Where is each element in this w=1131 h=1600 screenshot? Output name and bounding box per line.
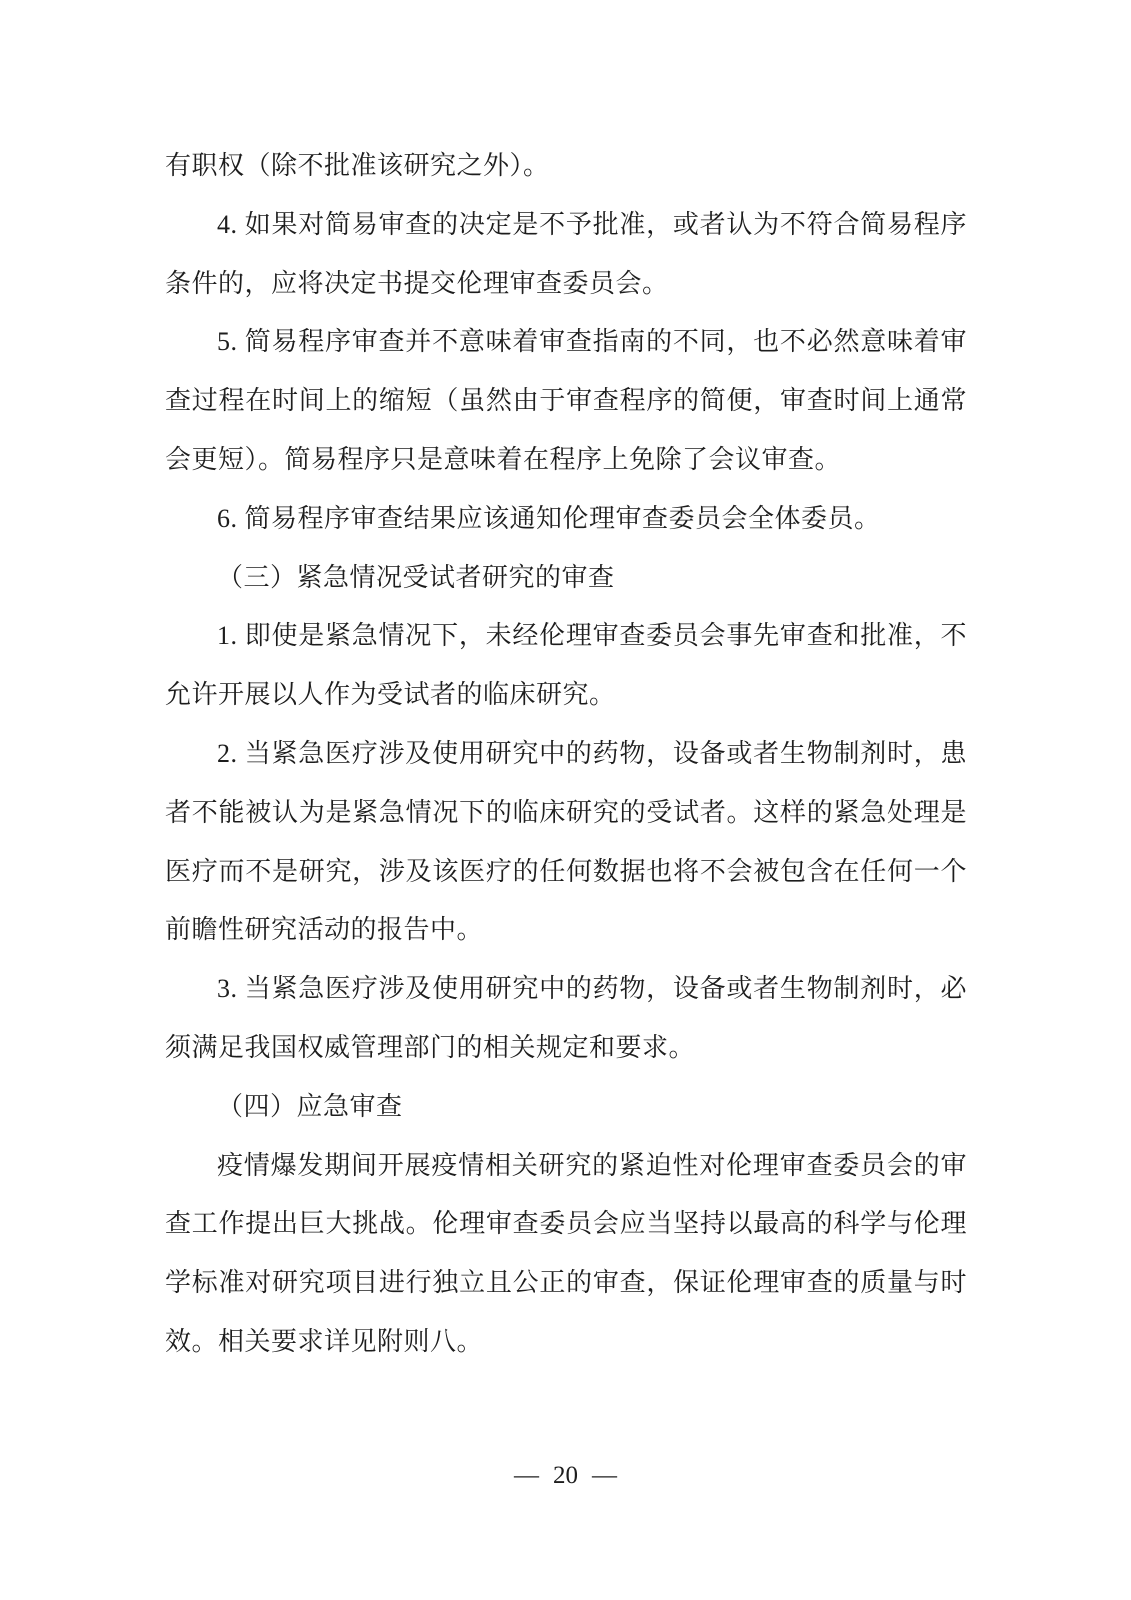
text-line: 查过程在时间上的缩短（虽然由于审查程序的简便，审查时间上通常: [165, 386, 967, 416]
text-line: 查工作提出巨大挑战。伦理审查委员会应当坚持以最高的科学与伦理: [165, 1209, 967, 1239]
text-line: 条件的，应将决定书提交伦理审查委员会。: [165, 268, 669, 298]
text-line: 4. 如果对简易审查的决定是不予批准，或者认为不符合简易程序: [217, 209, 967, 239]
text-line: （四）应急审查: [217, 1091, 403, 1121]
text-line: 1. 即使是紧急情况下，未经伦理审查委员会事先审查和批准，不: [217, 621, 967, 651]
page-number: 20: [553, 1462, 578, 1489]
footer-left-dash: —: [514, 1462, 539, 1489]
text-line: （三）紧急情况受试者研究的审查: [217, 562, 615, 592]
text-line: 须满足我国权威管理部门的相关规定和要求。: [165, 1032, 696, 1062]
text-line: 会更短）。简易程序只是意味着在程序上免除了会议审查。: [165, 444, 842, 474]
text-line: 2. 当紧急医疗涉及使用研究中的药物，设备或者生物制剂时，患: [217, 738, 967, 768]
text-line: 效。相关要求详见附则八。: [165, 1326, 484, 1356]
document-body: [165, 137, 967, 1372]
text-line: 3. 当紧急医疗涉及使用研究中的药物，设备或者生物制剂时，必: [217, 974, 967, 1004]
text-line: 疫情爆发期间开展疫情相关研究的紧迫性对伦理审查委员会的审: [217, 1150, 967, 1180]
text-line: 允许开展以人作为受试者的临床研究。: [165, 680, 616, 710]
text-line: 6. 简易程序审查结果应该通知伦理审查委员会全体委员。: [217, 503, 881, 533]
text-line: 5. 简易程序审查并不意味着审查指南的不同，也不必然意味着审: [217, 327, 967, 357]
text-line: 者不能被认为是紧急情况下的临床研究的受试者。这样的紧急处理是: [165, 797, 967, 827]
text-line: 前瞻性研究活动的报告中。: [165, 915, 484, 945]
page-footer: [0, 1460, 1131, 1492]
text-line: 医疗而不是研究，涉及该医疗的任何数据也将不会被包含在任何一个: [165, 856, 967, 886]
text-line: 有职权（除不批准该研究之外）。: [165, 151, 550, 180]
text-line: 学标准对研究项目进行独立且公正的审查，保证伦理审查的质量与时: [165, 1268, 967, 1298]
footer-right-dash: —: [592, 1462, 617, 1489]
